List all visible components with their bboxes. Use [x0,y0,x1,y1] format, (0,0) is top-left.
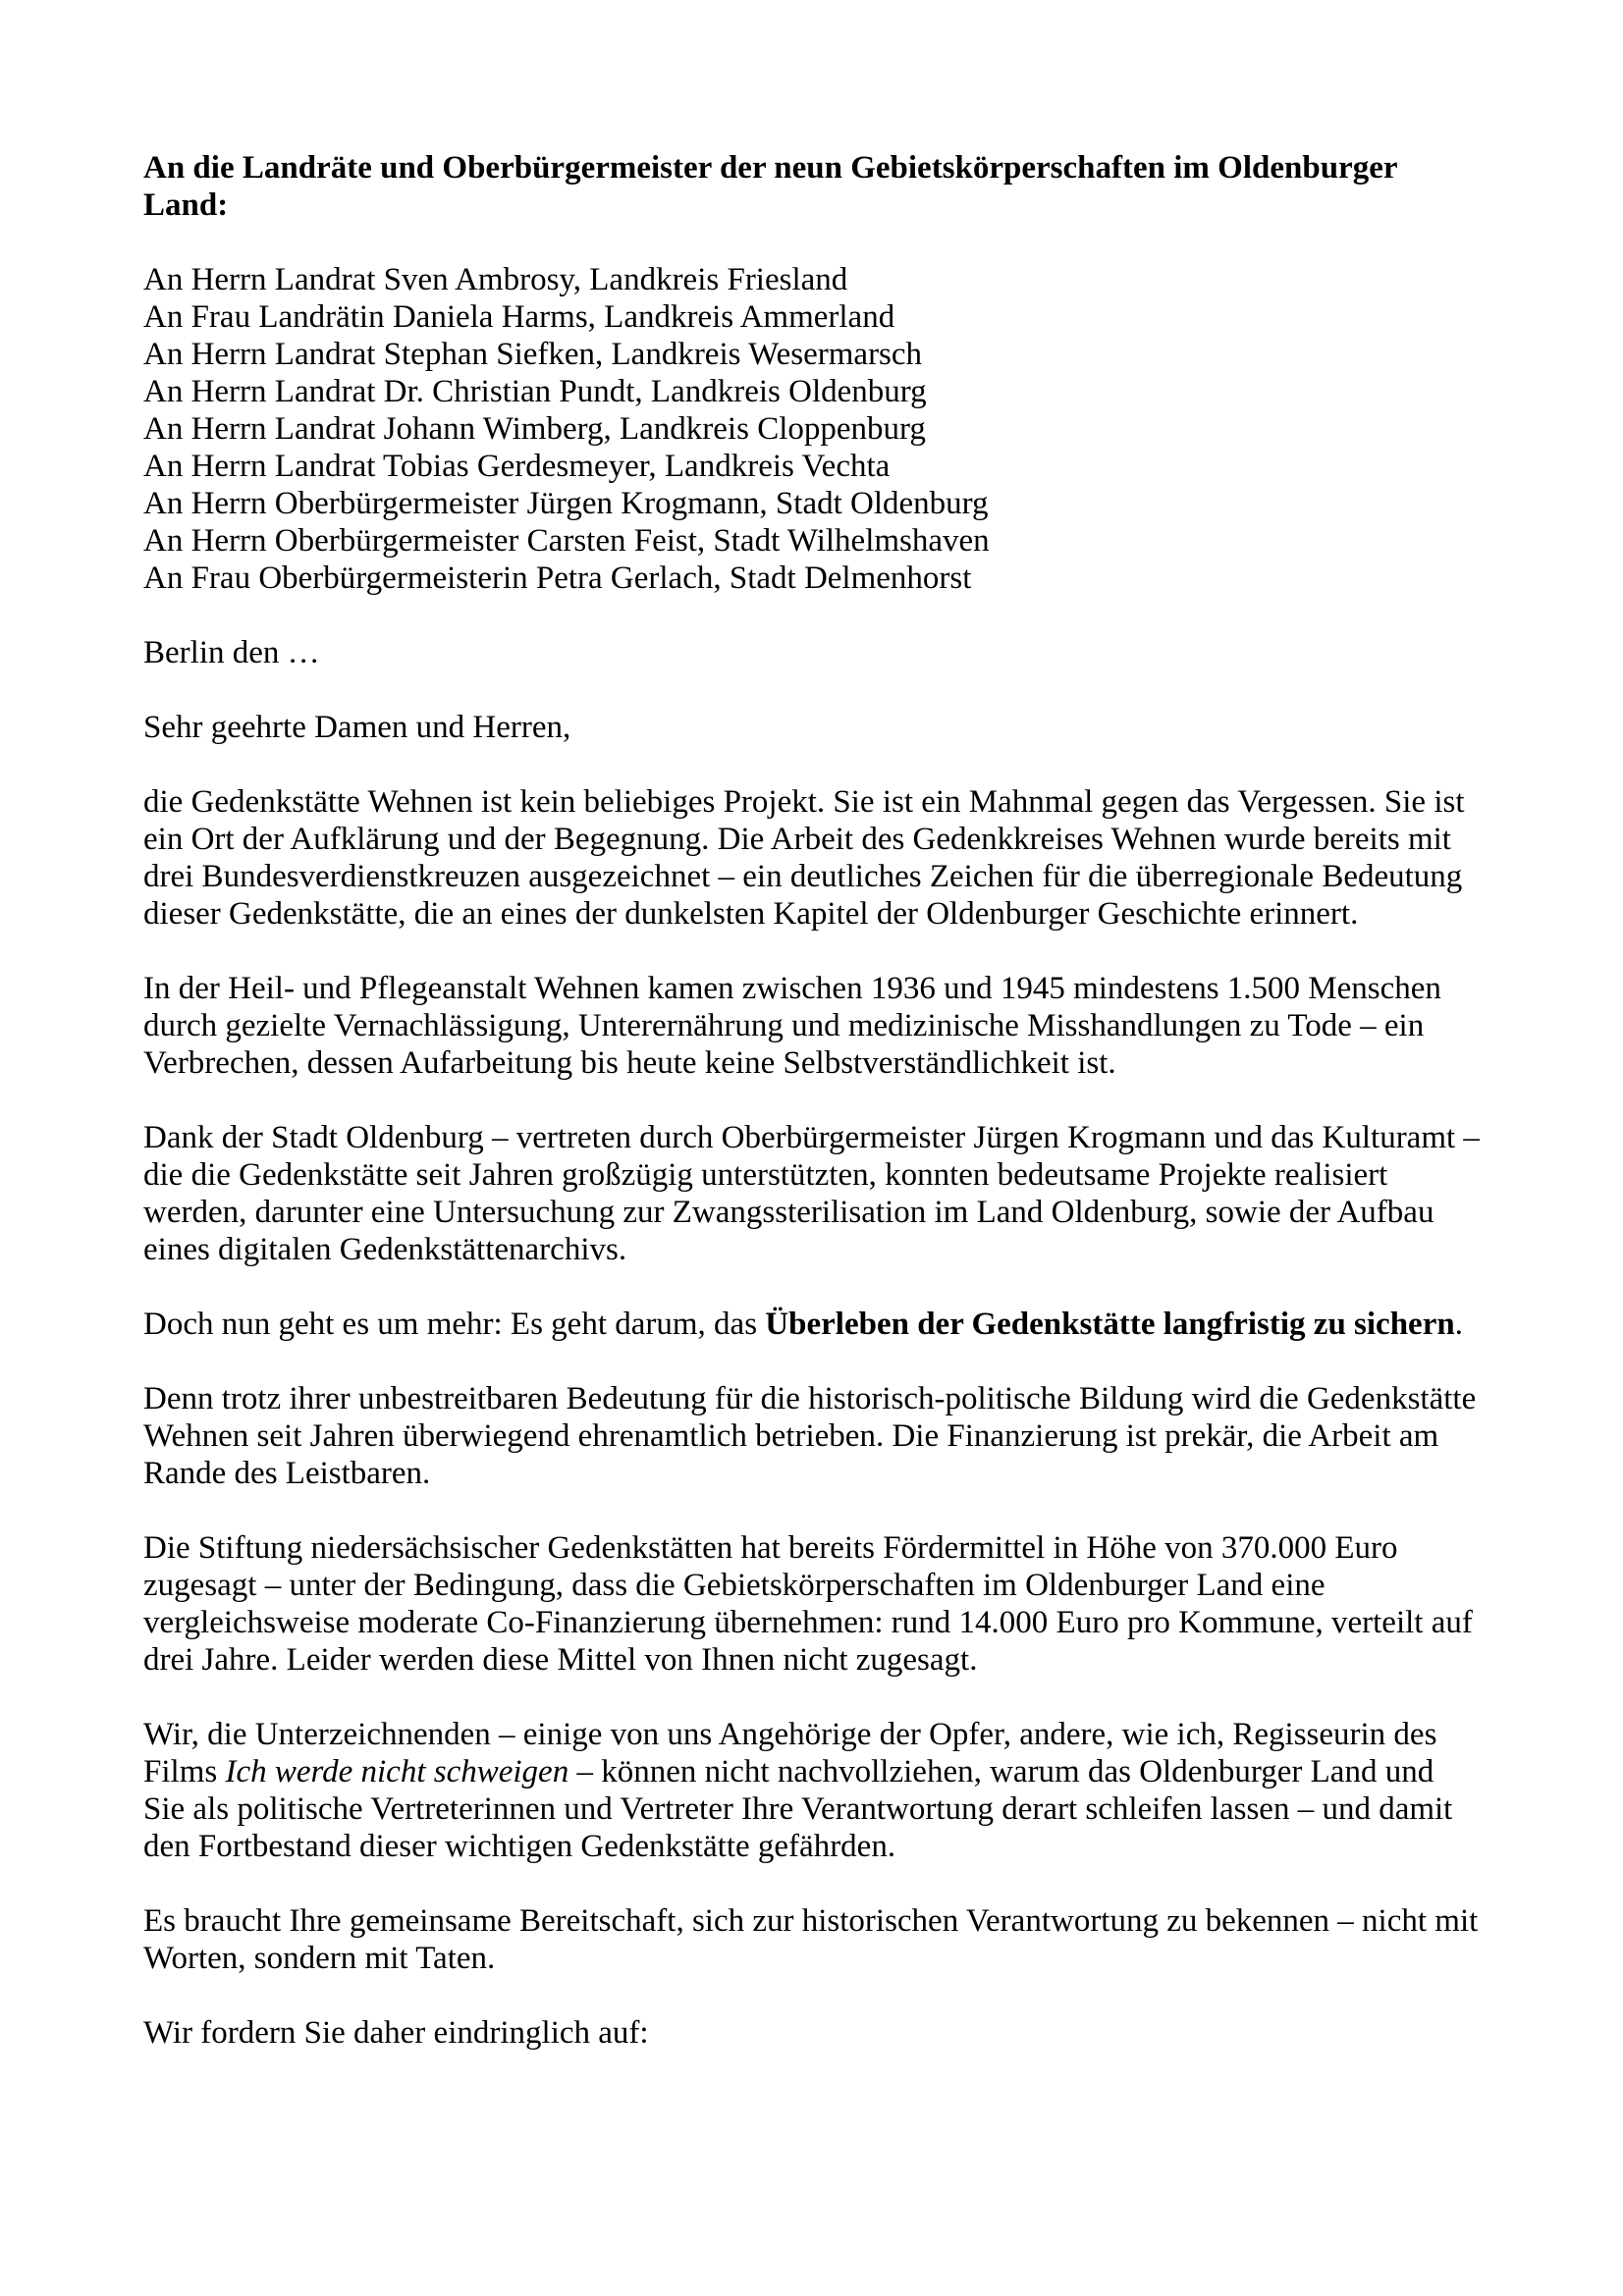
recipient-line-oldenburg-stadt: An Herrn Oberbürgermeister Jürgen Krogmann, Stadt Oldenburg [143,486,989,521]
paragraph-memorial-significance: die Gedenkstätte Wehnen ist kein beliebiges Projekt. Sie ist ein Mahnmal gegen das Vergessen. Sie ist ein Ort der Aufklärung und der Begegnung. Die Arbeit des Gedenkkreises Wehnen wurde bereits mit drei Bundesverdienstkreuzen ausgezeichnet – ein deutliches Zeichen für die überregionale Bedeutung dieser Gedenkstätte, die an eines der dunkelsten Kapitel der Oldenburger Geschichte erinnert. [143,784,1465,932]
survival-demand-bold-text: Überleben der Gedenkstätte langfristig zu sichern [765,1307,1455,1342]
signatories-lead-text: Wir, die Unterzeichnenden – einige von uns Angehörige der Opfer, andere, wie ich, Regisseurin des Films [143,1717,1437,1789]
recipient-line-vechta: An Herrn Landrat Tobias Gerdesmeyer, Landkreis Vechta [143,449,891,484]
paragraph-survival-demand [143,1306,1481,1343]
paragraph-call-responsibility: Es braucht Ihre gemeinsame Bereitschaft, sich zur historischen Verantwortung zu bekennen – nicht mit Worten, sondern mit Taten. [143,1903,1479,1976]
recipient-line-friesland: An Herrn Landrat Sven Ambrosy, Landkreis Friesland [143,262,848,297]
survival-demand-lead-text: Doch nun geht es um mehr: Es geht darum, das [143,1307,766,1342]
paragraph-demand-intro: Wir fordern Sie daher eindringlich auf: [143,2015,649,2051]
recipient-line-delmenhorst: An Frau Oberbürgermeisterin Petra Gerlach, Stadt Delmenhorst [143,561,972,596]
letter-heading: An die Landräte und Oberbürgermeister der neun Gebietskörperschaften im Oldenburger Land: [143,150,1397,223]
survival-demand-period: . [1454,1307,1463,1342]
recipient-line-ammerland: An Frau Landrätin Daniela Harms, Landkreis Ammerland [143,299,895,335]
recipient-list [143,261,1481,597]
recipient-line-wesermarsch: An Herrn Landrat Stephan Siefken, Landkreis Wesermarsch [143,337,923,372]
film-title-italic-text: Ich werde nicht schweigen [225,1754,569,1789]
recipient-line-cloppenburg: An Herrn Landrat Johann Wimberg, Landkreis Cloppenburg [143,411,926,447]
paragraph-volunteer-funding: Denn trotz ihrer unbestreitbaren Bedeutung für die historisch-politische Bildung wird die Gedenkstätte Wehnen seit Jahren überwiegend ehrenamtlich betrieben. Die Finanzierung ist prekär, die Arbeit am Rande des Leistbaren. [143,1381,1477,1491]
recipient-line-oldenburg-kreis: An Herrn Landrat Dr. Christian Pundt, Landkreis Oldenburg [143,374,927,409]
date-line: Berlin den … [143,635,320,670]
signatories-trail-text: – können nicht nachvollziehen, warum das Oldenburger Land und Sie als politische Vertreterinnen und Vertreter Ihre Verantwortung derart schleifen lassen – und damit den Fortbestand dieser wichtigen Gedenkstätte gefährden. [143,1754,1453,1864]
paragraph-city-support: Dank der Stadt Oldenburg – vertreten durch Oberbürgermeister Jürgen Krogmann und das Kulturamt – die die Gedenkstätte seit Jahren großzügig unterstützten, konnten bedeutsame Projekte realisiert werden, darunter eine Untersuchung zur Zwangssterilisation im Land Oldenburg, sowie der Aufbau eines digitalen Gedenkstättenarchivs. [143,1120,1480,1267]
paragraph-signatories [143,1716,1481,1865]
paragraph-foundation-funding: Die Stiftung niedersächsischer Gedenkstätten hat bereits Fördermittel in Höhe von 370.000 Euro zugesagt – unter der Bedingung, dass die Gebietskörperschaften im Oldenburger Land eine vergleichsweise moderate Co-Finanzierung übernehmen: rund 14.000 Euro pro Kommune, verteilt auf drei Jahre. Leider werden diese Mittel von Ihnen nicht zugesagt. [143,1530,1473,1678]
recipient-line-wilhelmshaven: An Herrn Oberbürgermeister Carsten Feist, Stadt Wilhelmshaven [143,523,990,559]
salutation: Sehr geehrte Damen und Herren, [143,710,571,745]
paragraph-historical-crimes: In der Heil- und Pflegeanstalt Wehnen kamen zwischen 1936 und 1945 mindestens 1.500 Menschen durch gezielte Vernachlässigung, Unterernährung und medizinische Misshandlungen zu Tode – ein Verbrechen, dessen Aufarbeitung bis heute keine Selbstverständlichkeit ist. [143,971,1441,1081]
